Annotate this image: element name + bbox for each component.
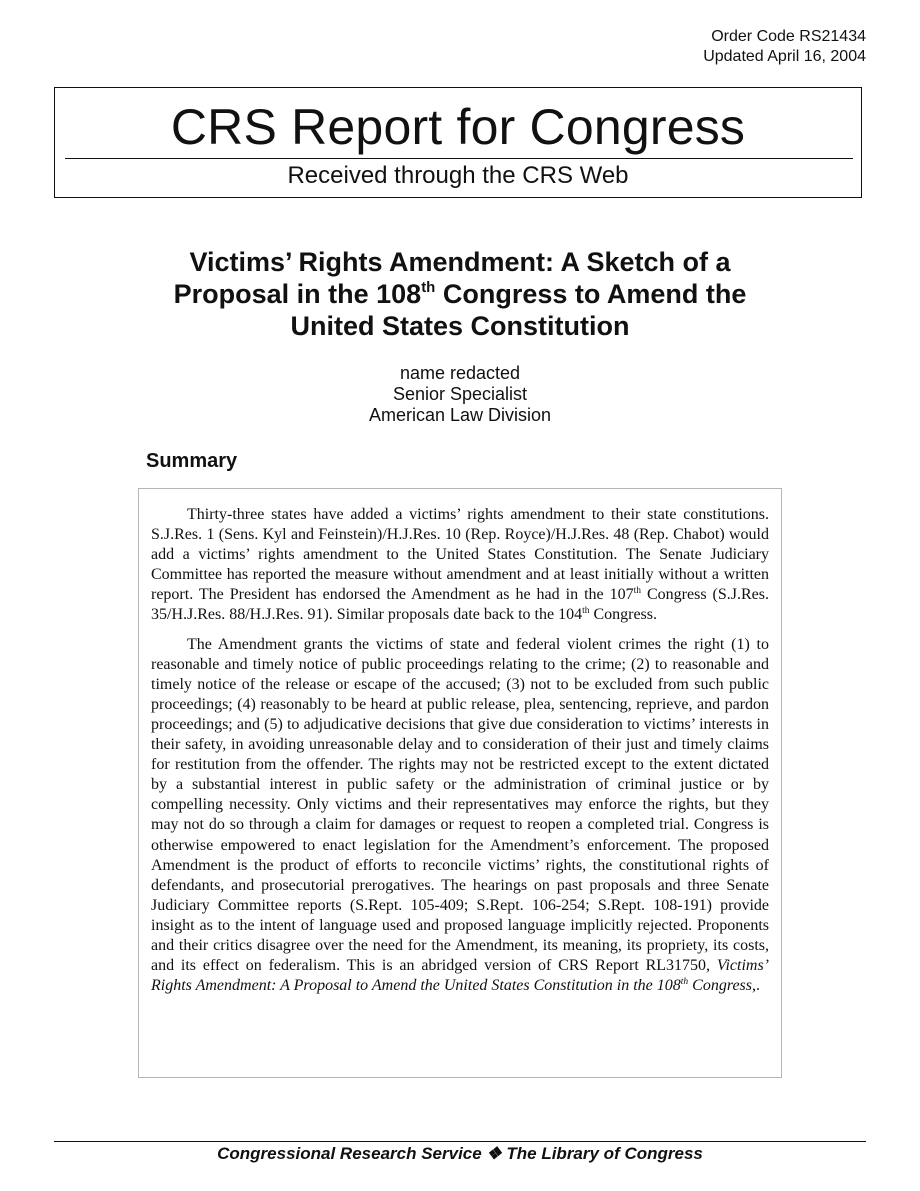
footer-credit: Congressional Research Service ❖ The Library of Congress [217, 1144, 703, 1163]
banner-divider [65, 158, 853, 159]
title-line-1: Victims’ Rights Amendment: A Sketch of a [189, 247, 731, 277]
order-code: Order Code RS21434 [711, 28, 866, 45]
banner-title: CRS Report for Congress [170, 99, 746, 155]
author-name: name redacted [399, 363, 521, 383]
report-title [100, 246, 820, 342]
title-line-3: United States Constitution [290, 311, 630, 341]
updated-date: Updated April 16, 2004 [703, 48, 866, 65]
banner-subtitle: Received through the CRS Web [287, 162, 629, 189]
author-block [0, 363, 920, 426]
author-division: American Law Division [368, 405, 552, 425]
summary-heading: Summary [146, 450, 238, 472]
title-line-2: Proposal in the 108th Congress to Amend the [173, 279, 747, 309]
summary-box [138, 488, 782, 1078]
summary-paragraph-2: The Amendment grants the victims of state and federal violent crimes the right (1) to reasonable and timely notice of public proceedings relating to the crime; (2) to reasonable and timely notice of the release or escape of the accused; (3) not to be excluded from such public proceedings; (4) reasonably to be heard at public release, plea, sentencing, reprieve, and pardon proceedings; and (5) to adjudicative decisions that give due consideration to victims’ interests in their safety, in avoiding unreasonable delay and to consideration of their just and timely claims for restitution from the offender. The rights may not be restricted except to the extent dictated by a substantial interest in public safety or the administration of criminal justice or by compelling necessity. Only victims and their representatives may enforce the rights, but they may not do so through a claim for damages or request to reopen a completed trial. Congress is otherwise empowered to enact legislation for the Amendment’s enforcement. The proposed Amendment is the product of efforts to reconcile victims’ rights, the constitutional rights of defendants, and prosecutorial prerogatives. The hearings on past proposals and three Senate Judiciary Committee reports (S.Rept. 105-409; S.Rept. 106-254; S.Rept. 108-191) provide insight as to the intent of language used and proposed language implicitly rejected. Proponents and their critics disagree over the need for the Amendment, its meaning, its propriety, its costs, and its effect on federalism. This is an abridged version of CRS Report RL31750, Victims’ Rights Amendment: A Proposal to Amend the United States Constitution in the 108th Congress,. [151, 635, 769, 995]
order-code-block [703, 27, 866, 67]
author-position: Senior Specialist [392, 384, 528, 404]
report-reference-title: Victims’ Rights Amendment: A Proposal to Amend the United States Constitution in the 108th Congress [151, 957, 769, 995]
report-banner [54, 87, 862, 198]
footer-divider [54, 1141, 866, 1142]
summary-paragraph-1: Thirty-three states have added a victims’ rights amendment to their state constitutions. S.J.Res. 1 (Sens. Kyl and Feinstein)/H.J.Res. 10 (Rep. Royce)/H.J.Res. 48 (Rep. Chabot) would add a victims’ rights amendment to the United States Constitution. The Senate Judiciary Committee has reported the measure without amendment and at least initially without a written report. The President has endorsed the Amendment as he had in the 107th Congress (S.J.Res. 35/H.J.Res. 88/H.J.Res. 91). Similar proposals date back to the 104th Congress. [151, 506, 769, 624]
